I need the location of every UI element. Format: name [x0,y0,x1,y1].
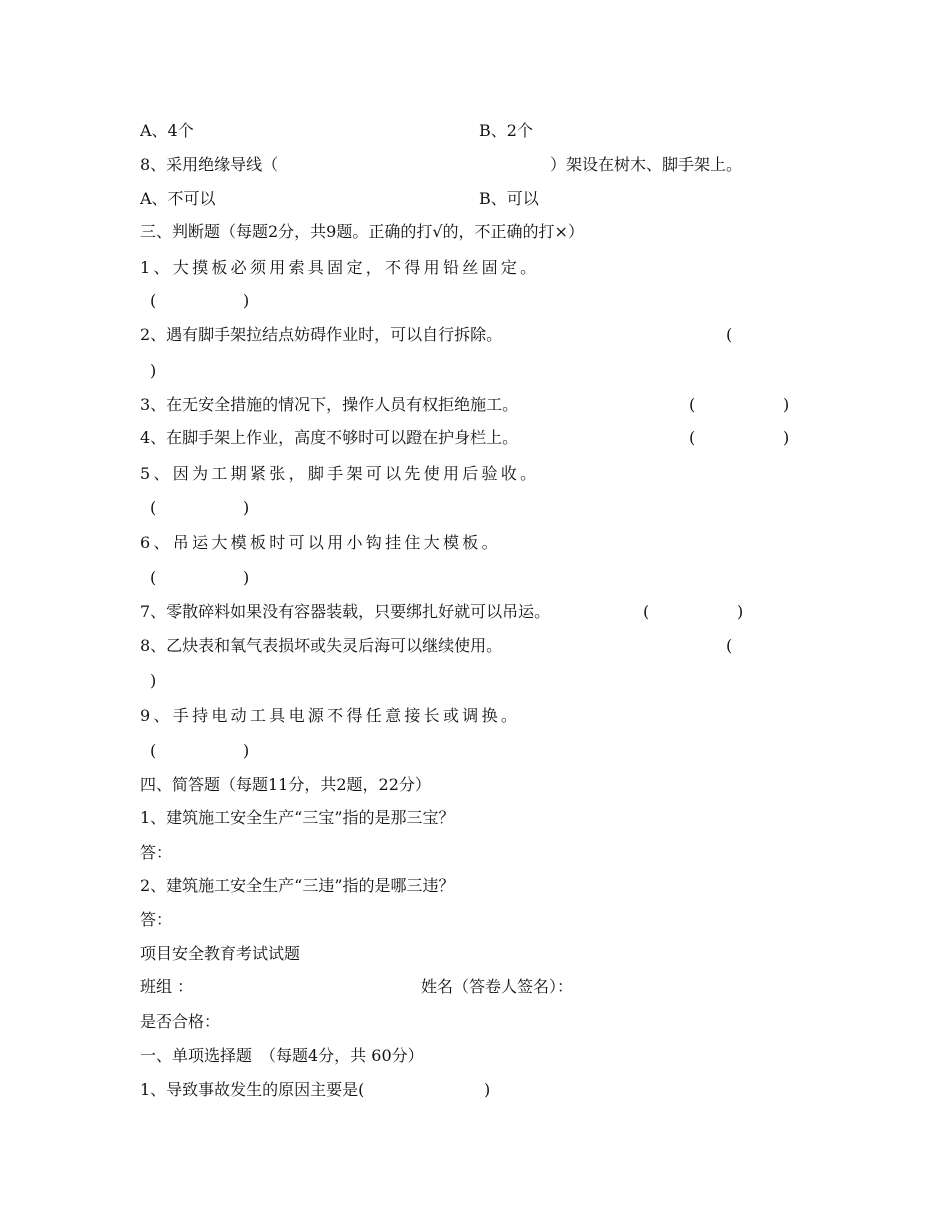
short-answer-1: 1、建筑施工安全生产“三宝”指的是那三宝？ [140,808,455,827]
tf-question-5: 5、因为工期紧张，脚手架可以先使用后验收。 [140,464,540,483]
tf-answer-3-open: ( [689,395,696,414]
tf-answer-4-close: ) [783,428,790,447]
q8-option-b: B、可以 [479,189,539,208]
pass-label: 是否合格： [140,1012,221,1031]
section1-title: 一、单项选择题 （每题4分，共 60分） [140,1046,424,1065]
tf-answer-2-close: ) [150,361,157,380]
tf-answer-3-close: ) [783,395,790,414]
tf-answer-9-open: ( [150,741,157,760]
section4-title: 四、简答题（每题11分，共2题，22分） [140,775,431,794]
tf-question-2: 2、遇有脚手架拉结点妨碍作业时，可以自行拆除。 [140,325,503,344]
tf-answer-7-close: ) [737,602,744,621]
tf-answer-5-open: ( [150,498,157,517]
tf-answer-7-open: ( [643,602,650,621]
name-label: 姓名（答卷人签名）： [421,977,574,996]
short-answer-2: 2、建筑施工安全生产“三违”指的是哪三违？ [140,876,455,895]
tf-question-3: 3、在无安全措施的情况下，操作人员有权拒绝施工。 [140,395,519,414]
tf-answer-4-open: ( [689,428,696,447]
short-answer-2-label: 答： [140,910,173,929]
tf-answer-1-open: ( [150,291,157,310]
section3-title: 三、判断题（每题2分，共9题。正确的打√的，不正确的打×） [140,222,584,241]
tf-question-7: 7、零散碎料如果没有容器装载，只要绑扎好就可以吊运。 [140,602,551,621]
mc-question-1-close: ) [484,1080,491,1099]
mc-question-1: 1、导致事故发生的原因主要是( [140,1080,365,1099]
tf-answer-8-close: ) [150,671,157,690]
q8-option-a: A、不可以 [140,189,216,208]
short-answer-1-label: 答： [140,843,173,862]
tf-answer-6-close: ) [243,568,250,587]
tf-question-6: 6、吊运大模板时可以用小钩挂住大模板。 [140,533,501,552]
tf-question-4: 4、在脚手架上作业，高度不够时可以蹬在护身栏上。 [140,428,519,447]
team-label: 班组 ： [140,977,194,996]
q7-option-b: B、2个 [479,121,533,140]
tf-answer-5-close: ) [243,498,250,517]
tf-answer-8-open: ( [726,636,733,655]
tf-question-9: 9、手持电动工具电源不得任意接长或调换。 [140,706,521,725]
tf-answer-6-open: ( [150,568,157,587]
tf-question-1: 1、大摸板必须用索具固定，不得用铅丝固定。 [140,258,540,277]
tf-answer-2-open: ( [726,325,733,344]
exam-title: 项目安全教育考试试题 [140,944,301,963]
tf-answer-1-close: ) [243,291,250,310]
q8-text-tail: ）架设在树木、脚手架上。 [550,155,743,174]
tf-question-8: 8、乙炔表和氧气表损坏或失灵后海可以继续使用。 [140,636,503,655]
tf-answer-9-close: ) [243,741,250,760]
q7-option-a: A、4个 [140,121,194,140]
q8-text: 8、采用绝缘导线（ [140,155,279,174]
